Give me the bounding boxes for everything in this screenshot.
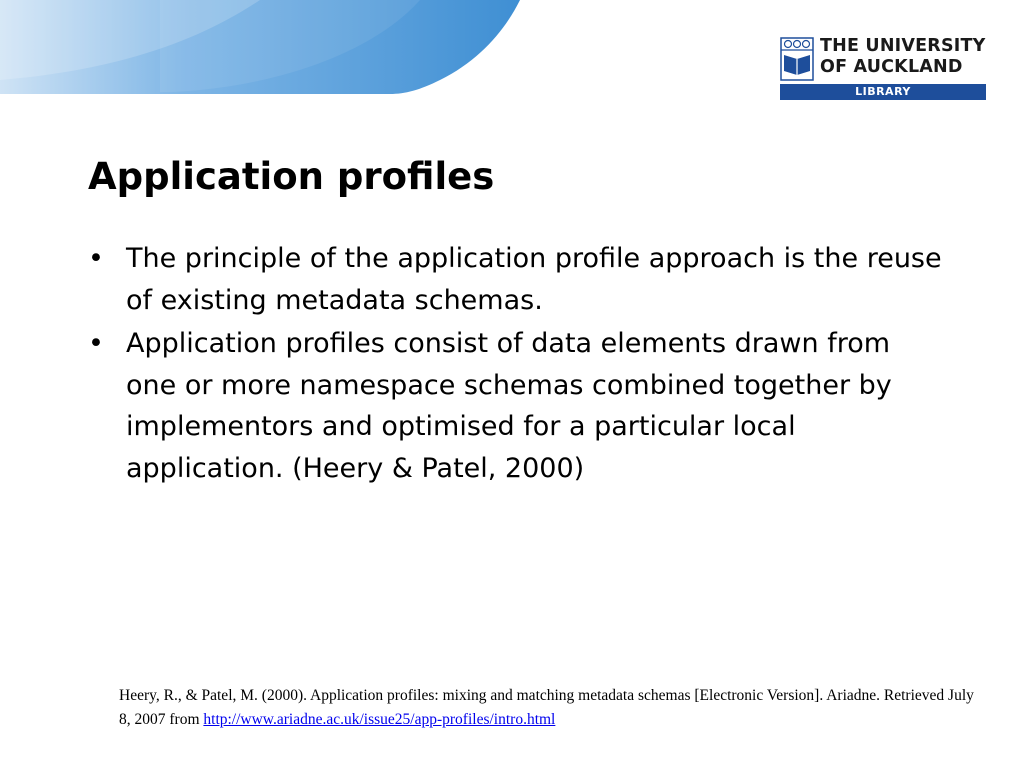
bullet-item xyxy=(88,238,948,321)
bullet-list xyxy=(88,238,948,491)
citation-text: Heery, R., & Patel, M. (2000). Application profiles: mixing and matching metadata schemas [Electronic Version]. Ariadne. Retrieved July 8, 2007 from xyxy=(119,687,974,728)
citation xyxy=(119,684,979,732)
university-crest-icon xyxy=(780,37,814,81)
citation-link[interactable]: http://www.ariadne.ac.uk/issue25/app-profiles/intro.html xyxy=(203,711,556,728)
university-logo xyxy=(780,36,986,102)
header-banner xyxy=(0,0,520,96)
logo-text xyxy=(820,36,986,78)
logo-line-1: THE UNIVERSITY xyxy=(820,36,986,56)
logo-line-2: OF AUCKLAND xyxy=(820,57,963,77)
bullet-marker: • xyxy=(88,328,104,359)
bullet-text: The principle of the application profile approach is the reuse of existing metadata schemas. xyxy=(126,243,942,316)
bullet-item xyxy=(88,323,948,489)
bullet-marker: • xyxy=(88,243,104,274)
slide-title: Application profiles xyxy=(88,155,495,198)
logo-library-bar: LIBRARY xyxy=(780,84,986,100)
bullet-text: Application profiles consist of data elements drawn from one or more namespace schemas combined together by implementors and optimised for a particular local application. (Heery & Patel, 2000) xyxy=(126,328,892,484)
